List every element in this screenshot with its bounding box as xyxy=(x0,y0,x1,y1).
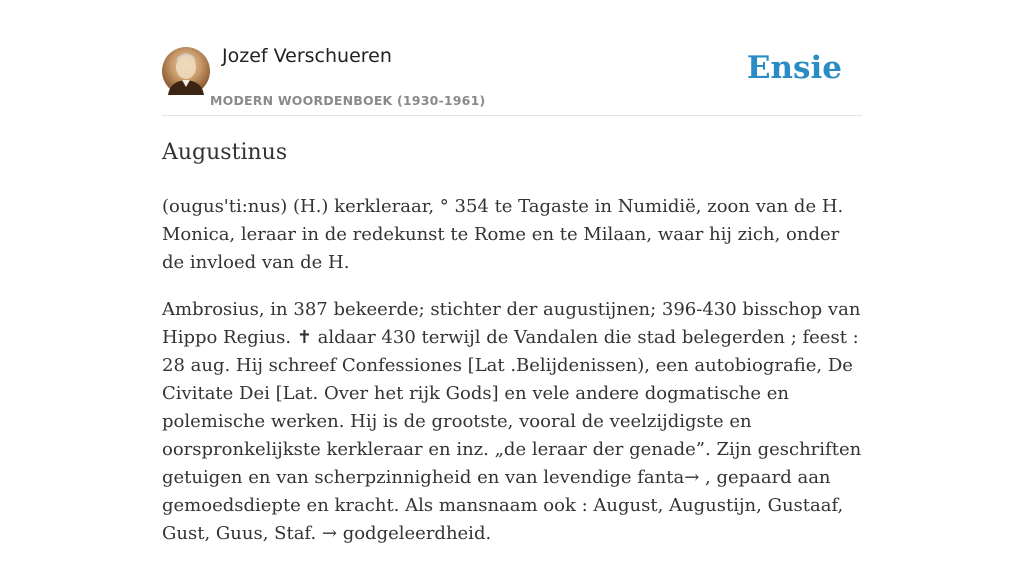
author-avatar[interactable] xyxy=(162,47,210,95)
source-label[interactable]: MODERN WOORDENBOEK (1930-1961) xyxy=(210,93,486,108)
article-title: Augustinus xyxy=(162,140,288,165)
portrait-icon xyxy=(162,47,210,95)
author-name[interactable]: Jozef Verschueren xyxy=(222,45,392,67)
article-paragraph: Ambrosius, in 387 bekeerde; stichter der augustijnen; 396-430 bisschop van Hippo Regius. ✝ aldaar 430 terwijl de Vandalen die stad belegerden ; feest : 28 aug. Hij schreef Confessiones [Lat .Belijdenissen), een autobiografie, De Civitate Dei [Lat. Over het rijk Gods] en vele andere dogmatische en polemische werken. Hij is de grootste, vooral de veelzijdigste en oorspronkelijkste kerkleraar en inz. „de leraar der genade”. Zijn geschriften getuigen en van scherpzinnigheid en van levendige fanta→ , gepaard aan gemoedsdiepte en kracht. Als mansnaam ook : August, Augustijn, Gustaaf, Gust, Guus, Staf. → godgeleerdheid. xyxy=(162,299,862,544)
header xyxy=(162,0,862,116)
brand-logo[interactable]: Ensie xyxy=(746,50,842,86)
article-paragraph: (ougus'ti:nus) (H.) kerkleraar, ° 354 te Tagaste in Numidië, zoon van de H. Monica, leraar in de redekunst te Rome en te Milaan, waar hij zich, onder de invloed van de H. xyxy=(162,196,844,273)
article-body xyxy=(162,193,862,567)
